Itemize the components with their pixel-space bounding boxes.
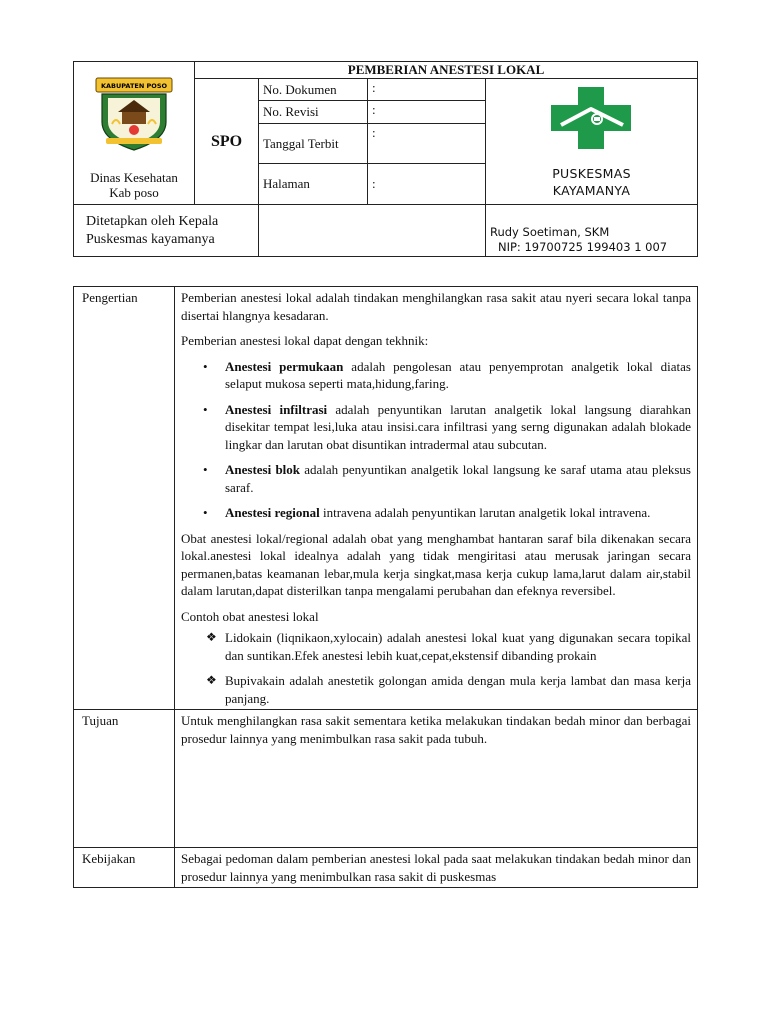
- field-label-no-dokumen: No. Dokumen: [259, 79, 368, 101]
- list-item: ❖ Lidokain (liqnikaon,xylocain) adalah anestesi lokal kuat yang digunakan secara topikal dan suntikan.Efek anestesi lebih kuat,cepat,ekstensif dibanding prokain: [181, 629, 691, 664]
- org-name: Dinas Kesehatan Kab poso: [90, 170, 178, 200]
- list-item: • Anestesi blok adalah penyuntikan analgetik lokal langsung ke saraf utama atau pleksus saraf.: [181, 461, 691, 496]
- pengertian-p1: Pemberian anestesi lokal adalah tindakan menghilangkan rasa sakit atau nyeri secara lokal tanpa disertai hlangnya kesadaran.: [181, 290, 691, 323]
- signer-nip: NIP: 19700725 199403 1 007: [498, 240, 668, 254]
- pengertian-p4: Contoh obat anestesi lokal: [181, 608, 319, 624]
- signer-cell: [486, 205, 698, 257]
- technique-list: [181, 358, 691, 522]
- content-pengertian: [175, 287, 698, 710]
- label-pengertian: Pengertian: [74, 287, 175, 710]
- doc-title: PEMBERIAN ANESTESI LOKAL: [195, 62, 698, 79]
- org-cell: [74, 62, 195, 205]
- example-list: [181, 629, 691, 707]
- signer-name: Rudy Soetiman, SKM: [490, 225, 610, 239]
- label-tujuan: Tujuan: [74, 710, 175, 848]
- list-item: • Anestesi infiltrasi adalah penyuntikan larutan analgetik lokal langsung diarahkan disekitar tempat lesi,luka atau insisi.cara infiltrasi yang serng digunakan adalah blokade lingkar dan larutan obat disuntikan intradermal atau subcutan.: [181, 401, 691, 454]
- signature-blank-cell: [259, 205, 486, 257]
- list-item: • Anestesi regional intravena adalah penyuntikan larutan analgetik lokal intravena.: [181, 504, 691, 522]
- puskesmas-line2: KAYAMANYA: [552, 183, 631, 198]
- label-kebijakan: Kebijakan: [74, 848, 175, 888]
- field-value-no-revisi: :: [368, 101, 486, 124]
- puskesmas-cell: [486, 79, 698, 205]
- kabupaten-poso-logo-icon: [92, 76, 176, 152]
- ditetapkan-text: Ditetapkan oleh Kepala Puskesmas kayamanya: [74, 205, 259, 257]
- field-label-no-revisi: No. Revisi: [259, 101, 368, 124]
- pengertian-p3: Obat anestesi lokal/regional adalah obat yang menghambat hantaran saraf bila dikenakan secara lokal.anestesi lokal idealnya adalah yang tidak mengiritasi atau merusak jaringan secara permanen,batas keamanan lebar,mula kerja singkat,masa kerja cukup lama,larut dalam air,stabil dalam larutan,dapat disterilkan tanpa mengalami perubahan dan efeknya reversibel.: [181, 530, 691, 598]
- list-item: • Anestesi permukaan adalah pengolesan atau penyemprotan analgetik lokal diatas selaput mukosa seperti mata,hidung,faring.: [181, 358, 691, 393]
- list-item: ❖ Bupivakain adalah anestetik golongan amida dengan mula kerja lambat dan masa kerja panjang.: [181, 672, 691, 707]
- field-label-halaman: Halaman: [259, 164, 368, 205]
- logo-text: KABUPATEN POSO: [100, 82, 168, 90]
- field-value-tanggal-terbit: :: [368, 124, 486, 164]
- content-tujuan: Untuk menghilangkan rasa sakit sementara ketika melakukan tindakan bedah minor dan berbagai prosedur lainnya yang menimbulkan rasa sakit pada tubuh.: [175, 710, 698, 848]
- field-value-halaman: :: [368, 164, 486, 205]
- field-value-no-dokumen: :: [368, 79, 486, 101]
- puskesmas-logo-icon: [547, 85, 637, 151]
- content-kebijakan: Sebagai pedoman dalam pemberian anestesi lokal pada saat melakukan tindakan bedah minor dan prosedur lainnya yang menimbulkan rasa sakit di puskesmas: [175, 848, 698, 888]
- field-label-tanggal-terbit: Tanggal Terbit: [259, 124, 368, 164]
- spo-label: SPO: [195, 79, 259, 205]
- content-table: [73, 286, 698, 888]
- puskesmas-line1: PUSKESMAS: [552, 166, 631, 181]
- pengertian-p2: Pemberian anestesi lokal dapat dengan tekhnik:: [181, 333, 429, 348]
- header-table: [73, 61, 698, 257]
